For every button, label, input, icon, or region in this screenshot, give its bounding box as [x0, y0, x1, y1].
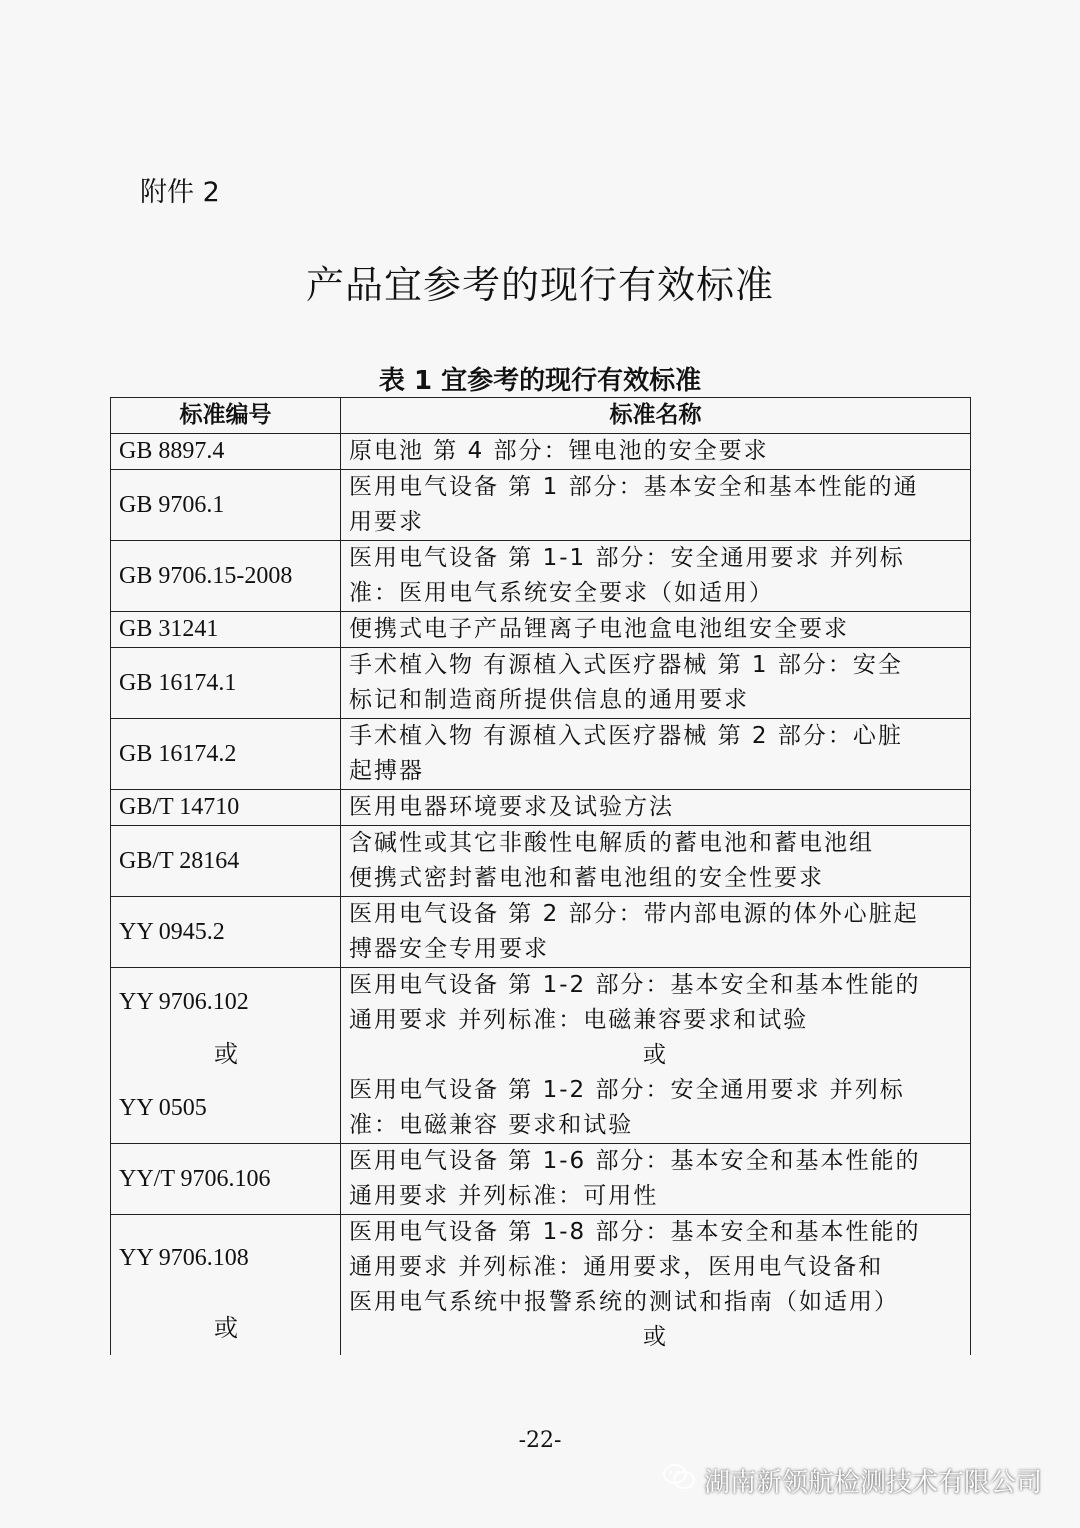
standard-code: YY/T 9706.106 — [111, 1144, 341, 1215]
table-caption: 表 1 宜参考的现行有效标准 — [378, 366, 702, 396]
attachment-label: 附件 2 — [140, 177, 220, 208]
standard-code: GB 8897.4 — [111, 434, 341, 470]
standards-table — [110, 397, 971, 1355]
standard-name: 医用电气设备 第 1 部分：基本安全和基本性能的通 用要求 — [341, 470, 971, 541]
header-name: 标准名称 — [341, 398, 971, 434]
header-code: 标准编号 — [111, 398, 341, 434]
standard-code: GB 16174.2 — [111, 719, 341, 790]
table-row — [111, 826, 971, 897]
standard-code: YY 0945.2 — [111, 897, 341, 968]
standard-code: YY 9706.102 或 YY 0505 — [111, 968, 341, 1144]
table-row — [111, 968, 971, 1144]
standard-name: 原电池 第 4 部分：锂电池的安全要求 — [341, 434, 971, 470]
standard-name: 医用电气设备 第 1-2 部分：基本安全和基本性能的 通用要求 并列标准：电磁兼容要求和试验 或 医用电气设备 第 1-2 部分：安全通用要求 并列标 准：电磁兼容 要求和试验 — [341, 968, 971, 1144]
wechat-icon — [662, 1462, 696, 1499]
standard-name: 含碱性或其它非酸性电解质的蓄电池和蓄电池组 便携式密封蓄电池和蓄电池组的安全性要求 — [341, 826, 971, 897]
table-row — [111, 434, 971, 470]
standard-code: GB 16174.1 — [111, 648, 341, 719]
standard-name: 医用电气设备 第 1-6 部分：基本安全和基本性能的 通用要求 并列标准：可用性 — [341, 1144, 971, 1215]
table-row — [111, 897, 971, 968]
standard-name: 医用电气设备 第 1-8 部分：基本安全和基本性能的 通用要求 并列标准：通用要求，医用电气设备和 医用电气系统中报警系统的测试和指南（如适用） 或 — [341, 1215, 971, 1356]
standard-name: 医用电器环境要求及试验方法 — [341, 790, 971, 826]
standard-code: YY 9706.108 或 — [111, 1215, 341, 1356]
standard-name: 医用电气设备 第 1-1 部分：安全通用要求 并列标 准：医用电气系统安全要求（如适用） — [341, 541, 971, 612]
table-row — [111, 470, 971, 541]
standard-code: GB/T 14710 — [111, 790, 341, 826]
table-row — [111, 541, 971, 612]
table-row — [111, 648, 971, 719]
standard-name: 手术植入物 有源植入式医疗器械 第 1 部分：安全 标记和制造商所提供信息的通用要求 — [341, 648, 971, 719]
table-row — [111, 1215, 971, 1356]
table-row — [111, 612, 971, 648]
table-row — [111, 719, 971, 790]
watermark-text: 湖南新领航检测技术有限公司 — [703, 1468, 1042, 1498]
watermark — [662, 1462, 1042, 1499]
table-row — [111, 790, 971, 826]
table-row — [111, 1144, 971, 1215]
standard-name: 便携式电子产品锂离子电池盒电池组安全要求 — [341, 612, 971, 648]
standard-code: GB 9706.1 — [111, 470, 341, 541]
standard-code: GB/T 28164 — [111, 826, 341, 897]
standard-name: 手术植入物 有源植入式医疗器械 第 2 部分：心脏 起搏器 — [341, 719, 971, 790]
standard-code: GB 31241 — [111, 612, 341, 648]
page-title: 产品宜参考的现行有效标准 — [305, 263, 774, 307]
standard-name: 医用电气设备 第 2 部分：带内部电源的体外心脏起 搏器安全专用要求 — [341, 897, 971, 968]
standard-code: GB 9706.15-2008 — [111, 541, 341, 612]
page-number: -22- — [518, 1428, 562, 1453]
table-header-row — [111, 398, 971, 434]
